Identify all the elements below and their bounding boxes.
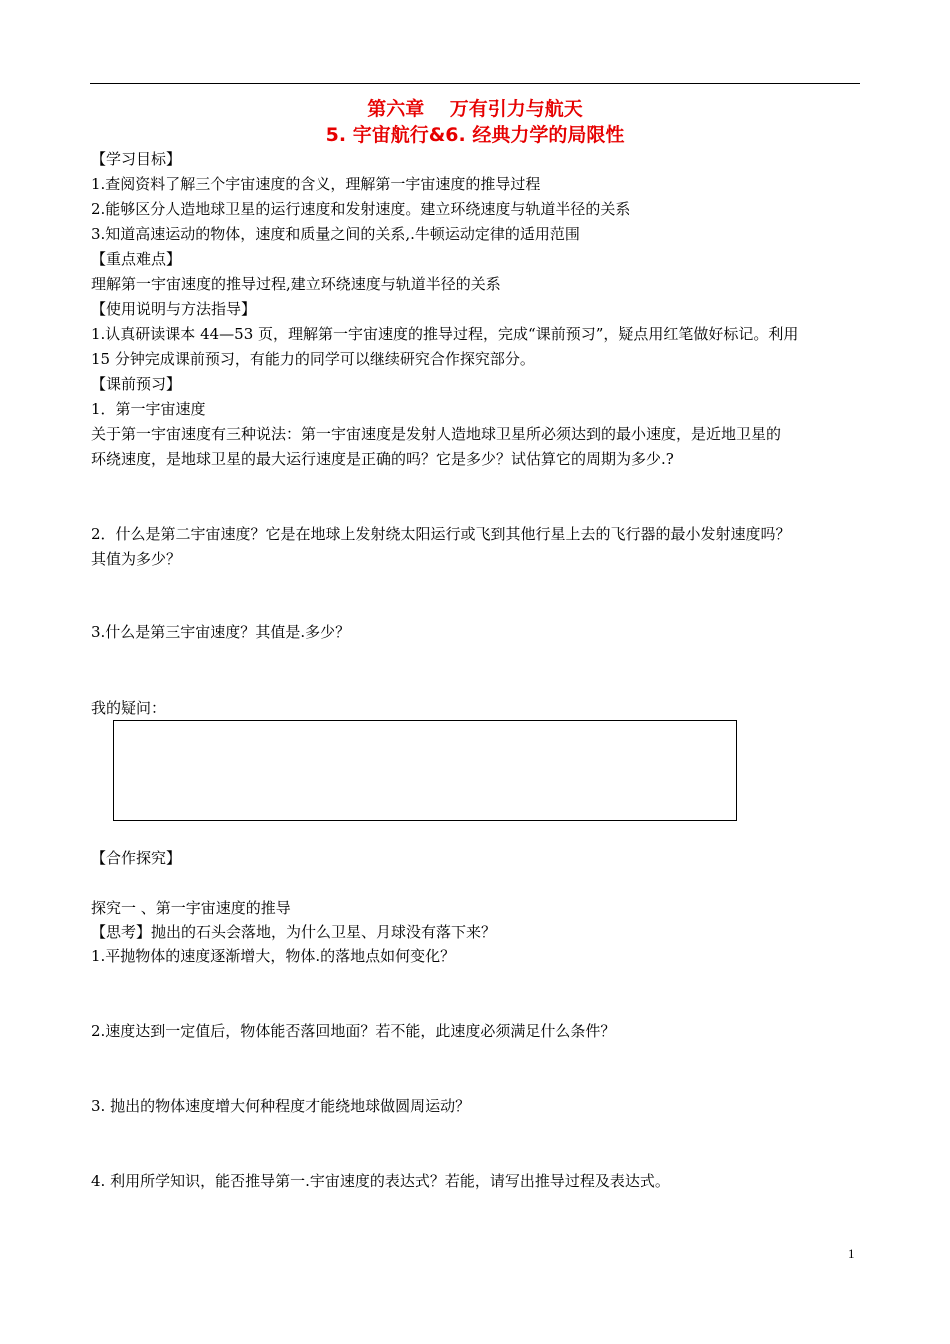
heading-cooperative-inquiry: 【合作探究】: [91, 849, 182, 867]
header-rule: [90, 83, 860, 84]
chapter-title: 第六章 万有引力与航天: [367, 98, 583, 120]
preview-q2-line-1: 2．什么是第二宇宙速度？它是在地球上发射绕太阳运行或飞到其他行星上去的飞行器的最小发射速度吗？: [91, 525, 791, 543]
heading-key-points: 【重点难点】: [91, 250, 182, 268]
instructions-line-1: 1.认真研读课本 44—53 页，理解第一宇宙速度的推导过程，完成“课前预习”，疑点用红笔做好标记。利用: [91, 325, 799, 343]
heading-preview: 【课前预习】: [91, 375, 182, 393]
preview-q3: 3.什么是第三宇宙速度？其值是.多少？: [91, 623, 351, 641]
inquiry-1-title: 探究一 、第一宇宙速度的推导: [91, 899, 291, 917]
inquiry-q1: 1.平抛物体的速度逐渐增大，物体.的落地点如何变化？: [91, 947, 456, 965]
preview-q1-title: 1．第一宇宙速度: [91, 400, 206, 418]
my-questions-label: 我的疑问：: [91, 699, 167, 717]
objective-2: 2.能够区分人造地球卫星的运行速度和发射速度。建立环绕速度与轨道半径的关系: [91, 200, 631, 218]
preview-q1-line-2: 环绕速度，是地球卫星的最大运行速度是正确的吗？它是多少？试估算它的周期为多少.?: [91, 450, 674, 468]
page-number: 1: [848, 1246, 855, 1261]
objective-1: 1.查阅资料了解三个宇宙速度的含义，理解第一宇宙速度的推导过程: [91, 175, 541, 193]
inquiry-q4: 4. 利用所学知识，能否推导第一.宇宙速度的表达式？若能，请写出推导过程及表达式。: [91, 1172, 670, 1190]
my-questions-box[interactable]: [113, 720, 737, 821]
heading-instructions: 【使用说明与方法指导】: [91, 300, 257, 318]
think-prompt: 【思考】抛出的石头会落地，为什么卫星、月球没有落下来？: [91, 923, 497, 941]
preview-q2-line-2: 其值为多少？: [91, 550, 182, 568]
key-points-text: 理解第一宇宙速度的推导过程,建立环绕速度与轨道半径的关系: [91, 275, 501, 293]
inquiry-q3: 3. 抛出的物体速度增大何种程度才能绕地球做圆周运动？: [91, 1097, 471, 1115]
heading-objectives: 【学习目标】: [91, 150, 182, 168]
objective-3: 3.知道高速运动的物体，速度和质量之间的关系,.牛顿运动定律的适用范围: [91, 225, 580, 243]
section-title: 5. 宇宙航行&6. 经典力学的局限性: [325, 124, 625, 146]
preview-q1-line-1: 关于第一宇宙速度有三种说法：第一宇宙速度是发射人造地球卫星所必须达到的最小速度，是近地卫星的: [91, 425, 782, 443]
inquiry-q2: 2.速度达到一定值后，物体能否落回地面？若不能，此速度必须满足什么条件？: [91, 1022, 616, 1040]
instructions-line-2: 15 分钟完成课前预习，有能力的同学可以继续研究合作探究部分。: [91, 350, 535, 368]
